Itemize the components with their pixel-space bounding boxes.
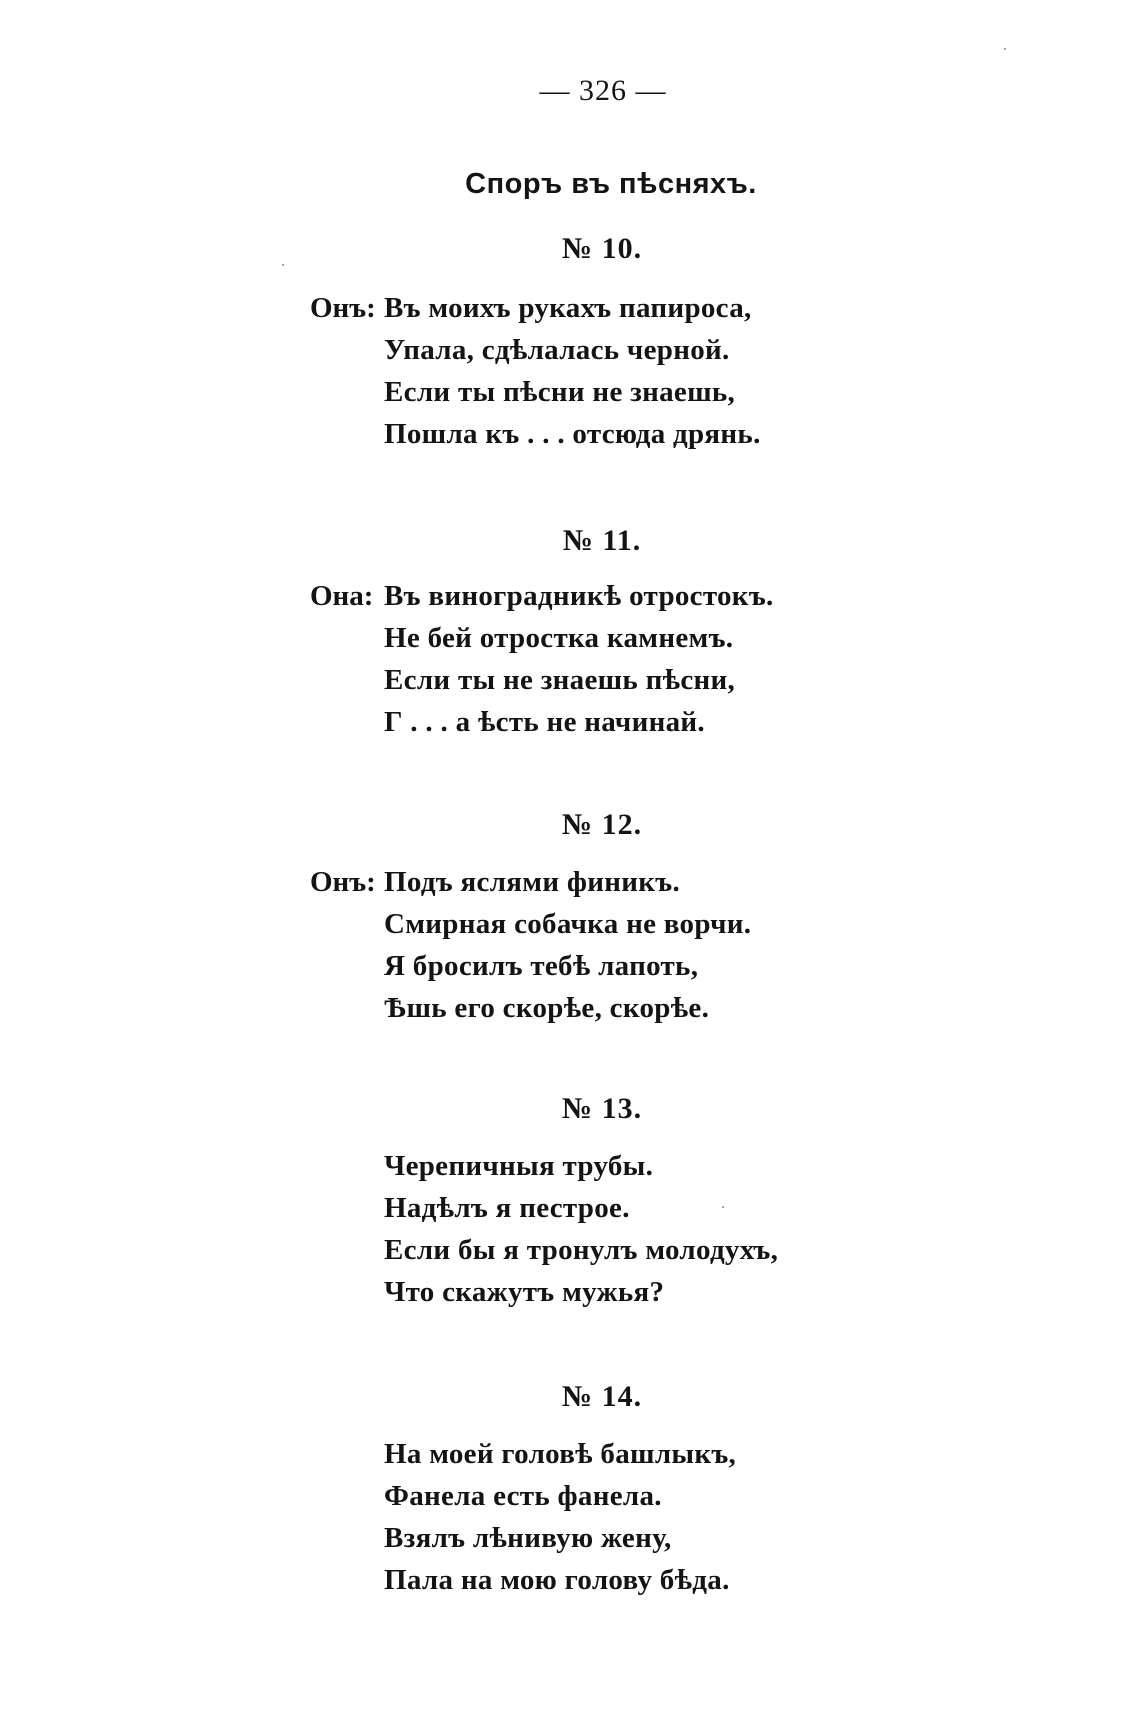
song-number: № 13. [561,1092,643,1125]
verse-line: Въ виноградникѣ отростокъ. [384,580,774,612]
song-number: № 10. [561,232,643,265]
verse-line: Если ты пѣсни не знаешь, [384,376,736,408]
verse-line: Въ моихъ рукахъ папироса, [384,292,752,324]
song-number: № 11. [562,524,642,557]
verse-line: Я бросилъ тебѣ лапоть, [384,950,699,982]
song-number: № 14. [561,1380,643,1413]
verse-line: Упала, сдѣлалась черной. [384,334,730,366]
song-number: № 12. [561,808,643,841]
verse-line: Взялъ лѣнивую жену, [384,1522,672,1554]
verse-line: Если ты не знаешь пѣсни, [384,664,736,696]
verse-line: Надѣлъ я пестрое. [384,1192,630,1224]
verse-line: Не бей отростка камнемъ. [384,622,734,654]
verse-line: Смирная собачка не ворчи. [384,908,752,940]
speaker-label: Она: [310,580,374,612]
speaker-label: Онъ: [310,866,376,898]
page-number: — 326 — [539,74,667,107]
verse-line: Г . . . а ѣсть не начинай. [384,706,705,738]
verse-line: Черепичныя трубы. [384,1150,654,1182]
verse-line: Ѣшь его скорѣе, скорѣе. [384,992,710,1024]
verse-line: На моей головѣ башлыкъ, [384,1438,737,1470]
verse-line: Подъ яслями финикъ. [384,866,681,898]
scan-speck [1004,48,1006,50]
verse-line: Что скажутъ мужья? [384,1276,665,1308]
scan-speck [722,1206,724,1208]
scan-speck [282,264,284,266]
verse-line: Если бы я тронулъ молодухъ, [384,1234,779,1266]
section-title: Споръ въ пѣсняхъ. [465,168,757,200]
verse-line: Пала на мою голову бѣда. [384,1564,730,1596]
verse-line: Фанела есть фанела. [384,1480,662,1512]
verse-line: Пошла къ . . . отсюда дрянь. [384,418,761,450]
speaker-label: Онъ: [310,292,376,324]
